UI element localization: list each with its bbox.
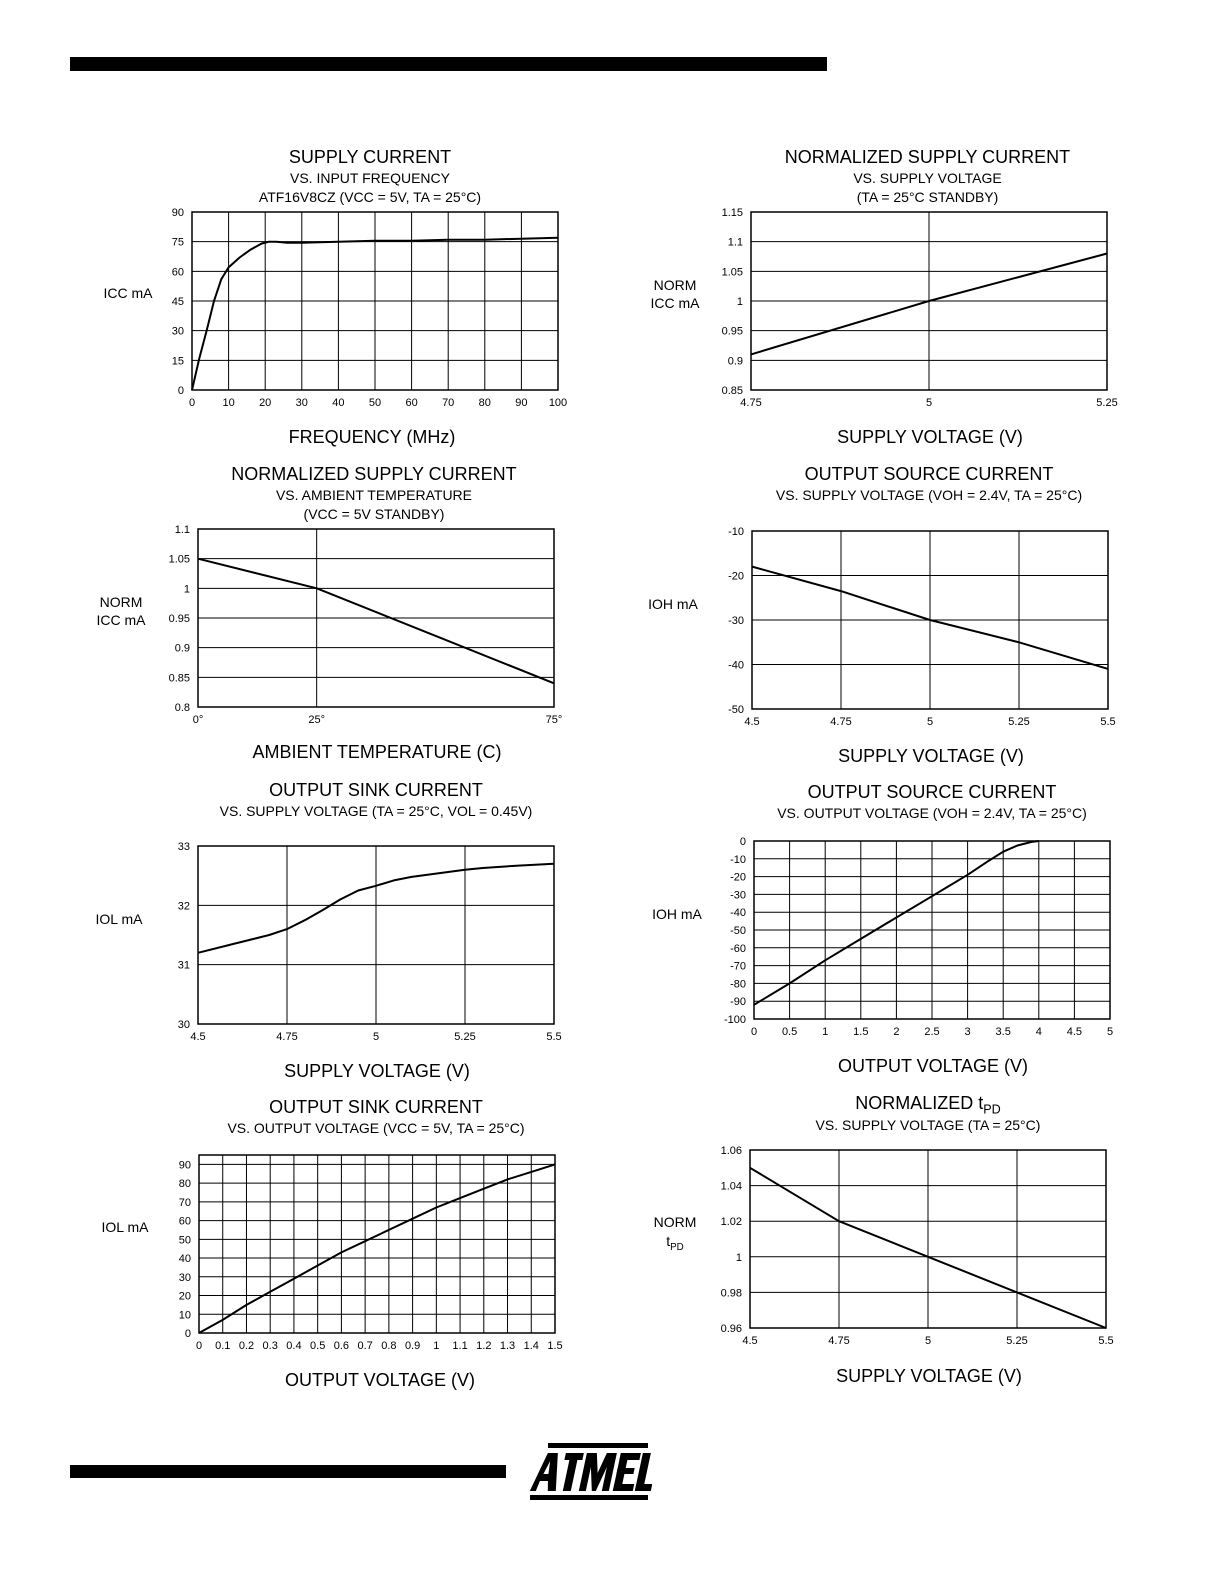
y-tick-label: -30 xyxy=(728,615,744,627)
chart-subtitle-1: VS. SUPPLY VOLTAGE xyxy=(853,170,1002,186)
x-tick-label: 3.5 xyxy=(995,1026,1011,1038)
x-tick-label: 5.25 xyxy=(1006,1335,1028,1347)
chart-title: OUTPUT SOURCE CURRENT xyxy=(807,782,1057,802)
y-tick-label: 90 xyxy=(171,207,184,219)
x-tick-label: 1.4 xyxy=(523,1340,539,1352)
x-tick-label: 40 xyxy=(332,397,345,409)
y-tick-label: 1 xyxy=(735,1251,742,1264)
x-tick-label: 60 xyxy=(405,397,418,409)
x-tick-label: 0.5 xyxy=(781,1026,798,1038)
x-tick-label: 2.5 xyxy=(924,1026,940,1038)
chart-output-source-current-vs-output xyxy=(630,780,1225,1090)
chart-subtitle-1: VS. OUTPUT VOLTAGE (VOH = 2.4V, TA = 25°C) xyxy=(777,805,1087,821)
y-axis-label-line1: NORM xyxy=(99,594,143,610)
chart-title: OUTPUT SINK CURRENT xyxy=(269,1097,483,1117)
x-tick-label: 5 xyxy=(1106,1026,1114,1038)
y-tick-label: 30 xyxy=(171,325,184,338)
y-tick-label: 31 xyxy=(177,959,190,972)
x-tick-label: 0 xyxy=(750,1026,758,1038)
x-tick-label: 0 xyxy=(195,1340,203,1352)
y-tick-label: 1.02 xyxy=(720,1216,742,1229)
x-tick-label: 20 xyxy=(259,397,272,409)
y-tick-label: 60 xyxy=(178,1215,191,1228)
x-tick-label: 5.25 xyxy=(454,1031,476,1043)
plot-area xyxy=(171,207,572,422)
y-tick-label: 70 xyxy=(178,1196,191,1209)
y-tick-label: 90 xyxy=(178,1159,191,1172)
x-tick-label: 2 xyxy=(893,1026,900,1038)
chart-subtitle-1: VS. SUPPLY VOLTAGE (VOH = 2.4V, TA = 25°C) xyxy=(775,487,1083,503)
y-tick-label: 0 xyxy=(739,836,746,848)
y-tick-label: -30 xyxy=(730,889,746,902)
x-tick-label: 5 xyxy=(924,1335,932,1347)
x-tick-label: 4.5 xyxy=(1066,1026,1083,1038)
y-tick-label: 75 xyxy=(171,236,184,249)
x-tick-label: 0.2 xyxy=(238,1340,255,1352)
x-tick-label: 90 xyxy=(515,397,528,409)
x-tick-label: 1.2 xyxy=(476,1340,492,1352)
y-axis-label-line2: ICC mA xyxy=(96,612,146,628)
x-tick-label: 4 xyxy=(1035,1026,1042,1038)
y-tick-label: 1.06 xyxy=(720,1145,742,1157)
chart-output-source-current-vs-supply xyxy=(630,462,1225,772)
chart-normalized-tpd-vs-supply xyxy=(630,1091,1225,1401)
y-axis-label-t: t xyxy=(666,1233,671,1249)
y-axis-label-line1: NORM xyxy=(653,277,697,293)
chart-norm-supply-current-vs-voltage xyxy=(630,145,1225,455)
x-tick-label: 50 xyxy=(368,397,382,409)
y-tick-label: -50 xyxy=(728,704,744,716)
y-tick-label: 33 xyxy=(177,841,190,853)
x-tick-label: 0.3 xyxy=(262,1340,278,1352)
x-tick-label: 4.75 xyxy=(828,1335,850,1347)
plot-area xyxy=(721,207,1121,422)
y-tick-label: 0.8 xyxy=(174,702,190,714)
chart-subtitle-1: VS. SUPPLY VOLTAGE (TA = 25°C) xyxy=(815,1117,1041,1133)
x-tick-label: 4.5 xyxy=(742,1335,758,1347)
x-tick-label: 3 xyxy=(964,1026,971,1038)
y-tick-label: 0.95 xyxy=(721,325,743,338)
top-header-bar xyxy=(70,57,827,71)
plot-area xyxy=(177,841,568,1056)
y-tick-label: -90 xyxy=(730,996,746,1009)
y-tick-label: 0.9 xyxy=(727,355,743,368)
x-tick-label: 5.5 xyxy=(546,1031,562,1043)
y-tick-label: 0 xyxy=(184,1328,191,1340)
y-tick-label: -60 xyxy=(730,942,746,955)
y-tick-label: -80 xyxy=(730,978,746,991)
chart-norm-supply-current-vs-temperature xyxy=(70,462,670,772)
atmel-logo xyxy=(526,1443,652,1503)
y-axis-label-line1: NORM xyxy=(653,1214,697,1230)
x-tick-label: 5 xyxy=(372,1031,380,1043)
x-axis-label: OUTPUT VOLTAGE (V) xyxy=(837,1056,1029,1076)
chart-supply-current-vs-frequency xyxy=(70,145,670,455)
x-axis-label: SUPPLY VOLTAGE (V) xyxy=(284,1061,470,1081)
y-tick-label: 30 xyxy=(177,1019,190,1031)
x-tick-label: 4.5 xyxy=(190,1031,206,1043)
y-tick-label: 0.98 xyxy=(720,1287,742,1300)
x-axis-label: OUTPUT VOLTAGE (V) xyxy=(284,1370,476,1390)
x-tick-label: 75° xyxy=(545,714,563,726)
footer-bar xyxy=(70,1465,506,1478)
y-tick-label: 80 xyxy=(178,1178,191,1191)
y-tick-label: -40 xyxy=(728,659,744,672)
x-tick-label: 0.7 xyxy=(357,1340,373,1352)
y-axis-label-subscript: PD xyxy=(670,1241,684,1253)
y-tick-label: 1.05 xyxy=(168,553,190,566)
y-tick-label: 15 xyxy=(171,355,184,368)
x-tick-label: 5 xyxy=(926,716,934,728)
x-tick-label: 5 xyxy=(925,397,933,409)
chart-title: NORMALIZED SUPPLY CURRENT xyxy=(784,147,1071,167)
plot-area xyxy=(720,1145,1120,1360)
x-tick-label: 1.3 xyxy=(499,1340,516,1352)
y-tick-label: -50 xyxy=(730,925,746,937)
x-tick-label: 5.25 xyxy=(1008,716,1030,728)
x-tick-label: 80 xyxy=(478,397,491,409)
x-tick-label: 1.1 xyxy=(452,1340,468,1352)
x-tick-label: 5.5 xyxy=(1100,716,1116,728)
y-tick-label: -10 xyxy=(728,526,744,538)
chart-output-sink-current-vs-supply xyxy=(70,778,670,1088)
x-tick-label: 5.5 xyxy=(1098,1335,1114,1347)
x-tick-label: 70 xyxy=(442,397,455,409)
x-tick-label: 1 xyxy=(433,1340,440,1352)
x-axis-label: SUPPLY VOLTAGE (V) xyxy=(837,427,1023,447)
chart-title-text: NORMALIZED t xyxy=(855,1093,984,1113)
y-tick-label: 1.04 xyxy=(720,1180,742,1193)
chart-title: OUTPUT SINK CURRENT xyxy=(269,780,483,800)
x-tick-label: 4.75 xyxy=(830,716,852,728)
y-tick-label: 32 xyxy=(177,900,190,913)
x-tick-label: 1.5 xyxy=(853,1026,869,1038)
y-axis-label: IOH mA xyxy=(652,906,702,922)
x-tick-label: 0.5 xyxy=(310,1340,326,1352)
x-tick-label: 4.75 xyxy=(276,1031,298,1043)
x-tick-label: 0.9 xyxy=(404,1340,421,1352)
chart-title: SUPPLY CURRENT xyxy=(288,147,452,167)
x-tick-label: 5.25 xyxy=(1096,397,1118,409)
y-axis-label-line2 xyxy=(638,1233,712,1256)
y-tick-label: 50 xyxy=(178,1234,191,1247)
y-tick-label: -100 xyxy=(723,1014,746,1026)
chart-title-subscript: PD xyxy=(983,1102,1001,1117)
chart-subtitle-2: (TA = 25°C STANDBY) xyxy=(856,189,999,205)
y-tick-label: 1.1 xyxy=(174,524,190,536)
y-tick-label: 1 xyxy=(183,583,190,596)
x-tick-label: 100 xyxy=(548,397,568,409)
x-tick-label: 1 xyxy=(822,1026,829,1038)
y-tick-label: -10 xyxy=(730,853,746,866)
y-tick-label: 1.1 xyxy=(727,236,743,249)
x-tick-label: 0.8 xyxy=(381,1340,397,1352)
plot-area xyxy=(168,524,568,739)
y-tick-label: 0.95 xyxy=(168,613,190,625)
plot-area xyxy=(728,526,1122,741)
y-tick-label: 1.15 xyxy=(721,207,743,219)
x-tick-label: 0 xyxy=(188,397,196,409)
y-tick-label: 40 xyxy=(178,1253,191,1266)
y-tick-label: 0 xyxy=(177,385,184,397)
y-tick-label: 0.85 xyxy=(168,672,190,685)
x-tick-label: 30 xyxy=(295,397,308,409)
y-tick-label: -70 xyxy=(730,960,746,973)
x-axis-label: AMBIENT TEMPERATURE (C) xyxy=(252,742,502,762)
chart-subtitle-1: VS. SUPPLY VOLTAGE (TA = 25°C, VOL = 0.45V) xyxy=(219,803,533,819)
y-tick-label: 1 xyxy=(736,296,743,308)
y-tick-label: 60 xyxy=(171,266,184,279)
y-tick-label: 20 xyxy=(178,1290,191,1303)
x-axis-label: FREQUENCY (MHz) xyxy=(288,427,456,447)
y-tick-label: 1.05 xyxy=(721,266,743,279)
x-tick-label: 25° xyxy=(308,714,325,726)
y-tick-label: -20 xyxy=(730,871,746,884)
x-tick-label: 1.5 xyxy=(547,1340,563,1352)
y-tick-label: -40 xyxy=(730,907,746,920)
chart-title: NORMALIZED SUPPLY CURRENT xyxy=(231,464,517,484)
y-axis-label: IOH mA xyxy=(648,596,698,612)
plot-area xyxy=(723,836,1124,1051)
y-tick-label: 0.96 xyxy=(720,1323,742,1335)
x-tick-label: 0.4 xyxy=(286,1340,302,1352)
y-axis-label: IOL mA xyxy=(95,911,143,927)
chart-subtitle-1: VS. INPUT FREQUENCY xyxy=(290,170,450,186)
chart-subtitle-1: VS. AMBIENT TEMPERATURE xyxy=(275,487,473,503)
x-tick-label: 0.1 xyxy=(215,1340,231,1352)
x-tick-label: 0.6 xyxy=(333,1340,350,1352)
x-tick-label: 4.75 xyxy=(740,397,762,409)
series-line xyxy=(198,559,554,684)
chart-subtitle-2: (VCC = 5V STANDBY) xyxy=(303,506,445,522)
chart-subtitle-2: ATF16V8CZ (VCC = 5V, TA = 25°C) xyxy=(258,189,482,205)
chart-title xyxy=(630,1093,1225,1117)
chart-title: OUTPUT SOURCE CURRENT xyxy=(804,464,1054,484)
y-tick-label: 10 xyxy=(178,1309,191,1322)
y-axis-label-line2: ICC mA xyxy=(650,295,700,311)
y-tick-label: 45 xyxy=(171,296,184,308)
y-tick-label: 0.9 xyxy=(174,642,190,655)
y-tick-label: 0.85 xyxy=(721,385,743,397)
x-axis-label: SUPPLY VOLTAGE (V) xyxy=(836,1366,1022,1386)
chart-subtitle-1: VS. OUTPUT VOLTAGE (VCC = 5V, TA = 25°C) xyxy=(227,1120,525,1136)
x-tick-label: 0° xyxy=(192,714,204,726)
y-axis-label: IOL mA xyxy=(101,1219,149,1235)
y-tick-label: 30 xyxy=(178,1271,191,1284)
series-line xyxy=(199,1164,555,1333)
plot-area xyxy=(178,1155,569,1365)
chart-output-sink-current-vs-output xyxy=(70,1095,670,1405)
x-axis-label: SUPPLY VOLTAGE (V) xyxy=(838,746,1024,766)
x-tick-label: 4.5 xyxy=(744,716,760,728)
y-tick-label: -20 xyxy=(728,570,744,583)
x-tick-label: 10 xyxy=(222,397,235,409)
y-axis-label: ICC mA xyxy=(103,285,153,301)
